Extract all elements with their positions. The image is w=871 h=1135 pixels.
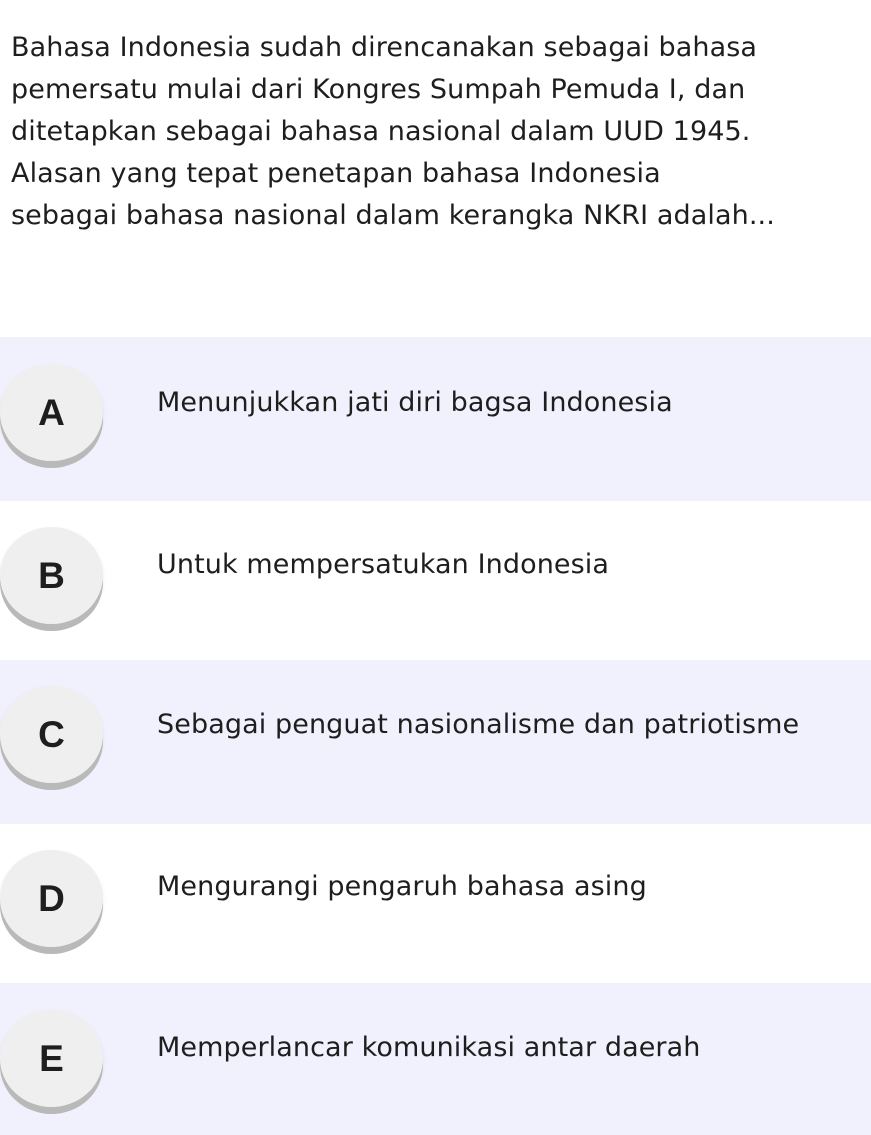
option-e-letter: E xyxy=(0,1010,103,1107)
option-d-letter: D xyxy=(0,850,103,947)
option-b-letter: B xyxy=(0,527,103,624)
option-a-letter: A xyxy=(0,364,103,461)
question-text: Bahasa Indonesia sudah direncanakan sebagai bahasa pemersatu mulai dari Kongres Sumpah Pemuda I, dan ditetapkan sebagai bahasa nasional dalam UUD 1945. Alasan yang tepat penetapan bahasa Indonesia sebagai bahasa nasional dalam kerangka NKRI adalah... xyxy=(11,32,775,231)
option-e[interactable] xyxy=(0,983,871,1135)
answer-options xyxy=(0,337,871,1135)
option-a-text: Menunjukkan jati diri bagsa Indonesia xyxy=(157,387,673,418)
option-b-text: Untuk mempersatukan Indonesia xyxy=(157,549,610,580)
option-b[interactable] xyxy=(0,501,871,660)
option-a[interactable] xyxy=(0,337,871,501)
option-c-text: Sebagai penguat nasionalisme dan patriotisme xyxy=(157,709,800,740)
option-c-letter: C xyxy=(0,686,103,783)
option-d[interactable] xyxy=(0,824,871,983)
option-c[interactable] xyxy=(0,660,871,824)
option-e-text: Memperlancar komunikasi antar daerah xyxy=(157,1032,701,1063)
option-d-text: Mengurangi pengaruh bahasa asing xyxy=(157,871,647,902)
